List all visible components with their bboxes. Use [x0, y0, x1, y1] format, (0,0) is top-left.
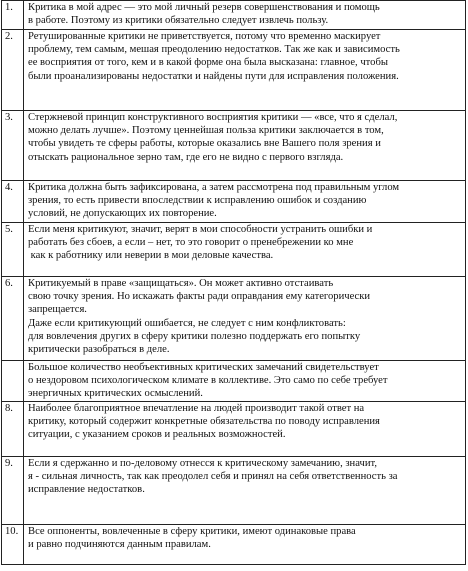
text-line: свою точку зрения. Но искажать факты ради оправдания ему категорически — [28, 291, 371, 303]
text-line: и равно подчиняются данным правилам. — [28, 539, 211, 551]
row-number: 3. — [2, 111, 24, 181]
row-number: 2. — [2, 30, 24, 111]
text-line: Наиболее благоприятное впечатление на людей производит такой ответ на — [28, 403, 365, 414]
row-text — [24, 30, 466, 111]
text-line: критику, который содержит конкретные обязательства по поводу исправления — [28, 416, 380, 428]
text-line: ее восприятия от того, кем и в какой форме она была высказана: главное, чтобы — [28, 57, 388, 69]
text-line: работать без сбоев, а если – нет, то это говорит о пренебрежении ко мне — [28, 237, 354, 249]
text-line: как к работнику или неверии в мои деловые качества. — [28, 250, 274, 262]
text-line: ситуации, с указанием сроков и реальных возможностей. — [28, 429, 286, 441]
text-line: Критикуемый в праве «защищаться». Он может активно отстаивать — [28, 278, 334, 289]
text-line: Если меня критикуют, значит, верят в мои способности устранить ошибки и — [28, 224, 373, 235]
text-line: критически разобраться в деле. — [28, 344, 170, 356]
table-row — [2, 361, 466, 402]
row-text — [24, 223, 466, 277]
table-row — [2, 181, 466, 223]
text-line: в работе. Поэтому из критики обязательно следует извлечь пользу. — [28, 15, 329, 27]
text-line: зрения, то есть привести впоследствии к исправлению ошибок и созданию — [28, 195, 367, 207]
row-text — [24, 277, 466, 361]
row-text — [24, 361, 466, 402]
table-row — [2, 223, 466, 277]
row-text — [24, 111, 466, 181]
principles-table — [1, 0, 466, 565]
text-line: Большое количество необъективных критических замечаний свидетельствует — [28, 362, 379, 373]
text-line: запрещается. — [28, 304, 87, 316]
table-row — [2, 30, 466, 111]
text-line: исправление недостатков. — [28, 484, 145, 496]
row-text — [24, 402, 466, 457]
text-line: отыскать рациональное зерно там, где его не видно с первого взгляда. — [28, 151, 344, 163]
text-line: Критика должна быть зафиксирована, а затем рассмотрена под правильным углом — [28, 182, 400, 193]
text-line: условий, не допускающих их повторение. — [28, 208, 217, 220]
text-line: Стержневой принцип конструктивного восприятия критики — «все, что я сделал, — [28, 112, 398, 123]
table-row — [2, 1, 466, 30]
row-number: 10. — [2, 525, 24, 565]
text-line: были проанализированы недостатки и найдены пути для исправления положения. — [28, 70, 399, 82]
table-row — [2, 402, 466, 457]
row-number: 4. — [2, 181, 24, 223]
row-number: 8. — [2, 402, 24, 457]
text-line: можно делать лучше». Поэтому ценнейшая польза критики заключается в том, — [28, 125, 384, 137]
text-line: чтобы увидеть те сферы работы, которые оказались вне Вашего поля зрения и — [28, 138, 381, 150]
text-line: Критика в мой адрес — это мой личный резерв совершенствования и помощь — [28, 2, 380, 13]
text-line: Все оппоненты, вовлеченные в сферу критики, имеют одинаковые права — [28, 526, 356, 537]
row-text — [24, 181, 466, 223]
row-number — [2, 361, 24, 402]
table-row — [2, 277, 466, 361]
text-line: Даже если критикующий ошибается, не следует с ним конфликтовать: — [28, 317, 346, 329]
row-number: 1. — [2, 1, 24, 30]
text-line: Ретушированные критики не приветствуется, потому что временно маскирует — [28, 31, 381, 42]
text-line: для вовлечения других в сферу критики полезно поддержать его попытку — [28, 330, 361, 342]
text-line: проблему, тем самым, мешая преодолению недостатков. Так же как и зависимость — [28, 44, 400, 56]
table-row — [2, 111, 466, 181]
text-line: я - сильная личность, так как преодолел себя и принял на себя ответственность за — [28, 471, 398, 483]
table-row — [2, 457, 466, 525]
row-text — [24, 1, 466, 30]
text-line: о нездоровом психологическом климате в коллективе. Это само по себе требует — [28, 375, 388, 387]
row-text — [24, 525, 466, 565]
row-number: 5. — [2, 223, 24, 277]
row-number: 6. — [2, 277, 24, 361]
table-row — [2, 525, 466, 565]
row-text — [24, 457, 466, 525]
text-line: энергичных критических осмыслений. — [28, 388, 203, 400]
row-number: 9. — [2, 457, 24, 525]
text-line: Если я сдержанно и по-деловому отнесся к критическому замечанию, значит, — [28, 458, 377, 469]
